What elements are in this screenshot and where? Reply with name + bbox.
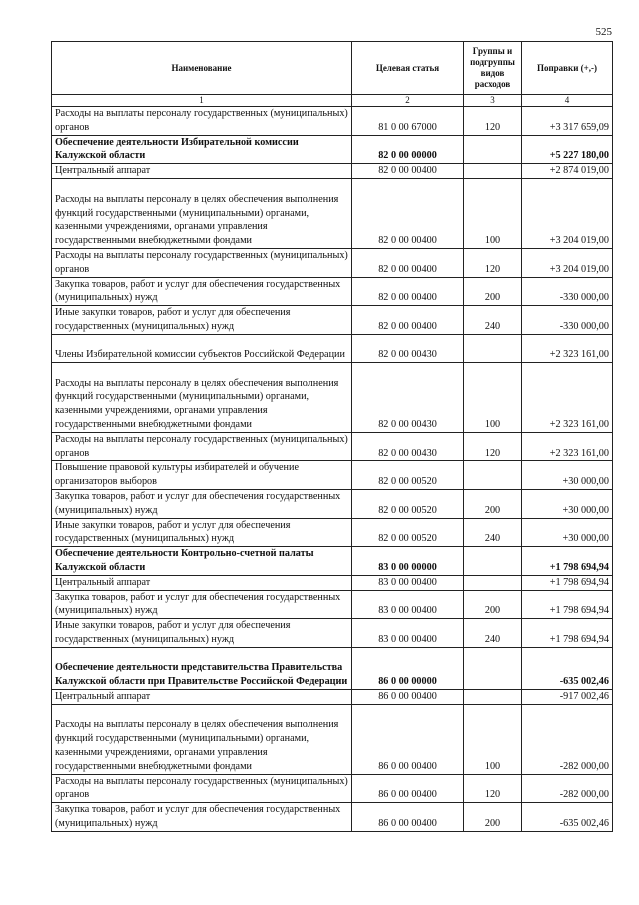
row-code: 83 0 00 00000 <box>352 547 464 576</box>
header-code: Целевая статья <box>352 42 464 95</box>
table-row <box>52 362 613 432</box>
table-row <box>52 432 613 461</box>
row-amount: -282 000,00 <box>522 774 613 803</box>
table-row <box>52 277 613 306</box>
row-amount: +1 798 694,94 <box>522 547 613 576</box>
table-row <box>52 135 613 164</box>
row-name: Центральный аппарат <box>52 164 352 179</box>
row-code: 82 0 00 00000 <box>352 135 464 164</box>
row-amount: +1 798 694,94 <box>522 575 613 590</box>
budget-table <box>51 41 613 832</box>
table-body <box>52 107 613 832</box>
row-amount: -330 000,00 <box>522 306 613 335</box>
row-amount: +30 000,00 <box>522 518 613 547</box>
row-code: 83 0 00 00400 <box>352 575 464 590</box>
table-header <box>52 42 613 107</box>
row-amount: +2 874 019,00 <box>522 164 613 179</box>
row-name: Расходы на выплаты персоналу государственных (муниципальных) органов <box>52 432 352 461</box>
row-name: Иные закупки товаров, работ и услуг для обеспечения государственных (муниципальных) нужд <box>52 518 352 547</box>
column-number: 3 <box>464 95 522 107</box>
row-amount: +2 323 161,00 <box>522 432 613 461</box>
row-name: Расходы на выплаты персоналу в целях обеспечения выполнения функций государственными (муниципальными) органами, казенными учреждениями, органами управления государственными внебюджетными фондами <box>52 704 352 774</box>
row-group: 100 <box>464 362 522 432</box>
row-name: Обеспечение деятельности Избирательной комиссии Калужской области <box>52 135 352 164</box>
row-code: 86 0 00 00400 <box>352 774 464 803</box>
row-code: 82 0 00 00520 <box>352 518 464 547</box>
row-group: 200 <box>464 489 522 518</box>
table-row <box>52 619 613 648</box>
row-name: Расходы на выплаты персоналу государственных (муниципальных) органов <box>52 107 352 136</box>
header-name: Наименование <box>52 42 352 95</box>
column-number-row <box>52 95 613 107</box>
row-group: 240 <box>464 518 522 547</box>
row-amount: -282 000,00 <box>522 704 613 774</box>
page-number: 525 <box>595 26 612 38</box>
row-group: 200 <box>464 590 522 619</box>
row-amount: +2 323 161,00 <box>522 334 613 362</box>
row-name: Обеспечение деятельности Контрольно-счетной палаты Калужской области <box>52 547 352 576</box>
row-code: 82 0 00 00430 <box>352 362 464 432</box>
table-row <box>52 518 613 547</box>
column-number: 2 <box>352 95 464 107</box>
row-code: 86 0 00 00400 <box>352 689 464 704</box>
row-group <box>464 135 522 164</box>
row-group: 120 <box>464 432 522 461</box>
row-name: Закупка товаров, работ и услуг для обеспечения государственных (муниципальных) нужд <box>52 277 352 306</box>
table-row <box>52 575 613 590</box>
row-name: Расходы на выплаты персоналу в целях обеспечения выполнения функций государственными (муниципальными) органами, казенными учреждениями, органами управления государственными внебюджетными фондами <box>52 362 352 432</box>
row-name: Расходы на выплаты персоналу государственных (муниципальных) органов <box>52 774 352 803</box>
row-code: 81 0 00 67000 <box>352 107 464 136</box>
table-row <box>52 547 613 576</box>
row-group <box>464 575 522 590</box>
row-name: Расходы на выплаты персоналу в целях обеспечения выполнения функций государственными (муниципальными) органами, казенными учреждениями, органами управления государственными внебюджетными фондами <box>52 178 352 248</box>
row-amount: +30 000,00 <box>522 461 613 490</box>
table-row <box>52 590 613 619</box>
table-row <box>52 306 613 335</box>
row-code: 83 0 00 00400 <box>352 590 464 619</box>
row-code: 83 0 00 00400 <box>352 619 464 648</box>
row-name: Закупка товаров, работ и услуг для обеспечения государственных (муниципальных) нужд <box>52 489 352 518</box>
row-group <box>464 689 522 704</box>
table-row <box>52 164 613 179</box>
header-amount: Поправки (+,-) <box>522 42 613 95</box>
row-code: 86 0 00 00000 <box>352 647 464 689</box>
row-code: 86 0 00 00400 <box>352 704 464 774</box>
row-amount: -330 000,00 <box>522 277 613 306</box>
row-group: 100 <box>464 704 522 774</box>
row-code: 86 0 00 00400 <box>352 803 464 832</box>
row-group: 100 <box>464 178 522 248</box>
row-amount: -917 002,46 <box>522 689 613 704</box>
row-code: 82 0 00 00400 <box>352 178 464 248</box>
row-name: Повышение правовой культуры избирателей и обучение организаторов выборов <box>52 461 352 490</box>
row-name: Обеспечение деятельности представительства Правительства Калужской области при Правительстве Российской Федерации <box>52 647 352 689</box>
header-row <box>52 42 613 95</box>
row-name: Закупка товаров, работ и услуг для обеспечения государственных (муниципальных) нужд <box>52 590 352 619</box>
row-code: 82 0 00 00430 <box>352 334 464 362</box>
table-row <box>52 107 613 136</box>
row-code: 82 0 00 00400 <box>352 277 464 306</box>
row-amount: +3 317 659,09 <box>522 107 613 136</box>
row-amount: +5 227 180,00 <box>522 135 613 164</box>
row-group: 240 <box>464 619 522 648</box>
row-name: Центральный аппарат <box>52 689 352 704</box>
row-group: 240 <box>464 306 522 335</box>
row-name: Закупка товаров, работ и услуг для обеспечения государственных (муниципальных) нужд <box>52 803 352 832</box>
row-amount: +30 000,00 <box>522 489 613 518</box>
column-number: 4 <box>522 95 613 107</box>
table-row <box>52 334 613 362</box>
row-amount: +1 798 694,94 <box>522 590 613 619</box>
row-amount: -635 002,46 <box>522 647 613 689</box>
header-group: Группы и подгруппы видов расходов <box>464 42 522 95</box>
row-code: 82 0 00 00520 <box>352 489 464 518</box>
row-group <box>464 461 522 490</box>
row-name: Расходы на выплаты персоналу государственных (муниципальных) органов <box>52 248 352 277</box>
row-amount: +3 204 019,00 <box>522 178 613 248</box>
row-group <box>464 547 522 576</box>
row-amount: +1 798 694,94 <box>522 619 613 648</box>
row-code: 82 0 00 00400 <box>352 248 464 277</box>
table-row <box>52 647 613 689</box>
column-number: 1 <box>52 95 352 107</box>
table-row <box>52 178 613 248</box>
row-name: Члены Избирательной комиссии субъектов Российской Федерации <box>52 334 352 362</box>
table-row <box>52 489 613 518</box>
row-group: 120 <box>464 774 522 803</box>
row-group <box>464 334 522 362</box>
table-row <box>52 803 613 832</box>
row-code: 82 0 00 00400 <box>352 164 464 179</box>
row-amount: +3 204 019,00 <box>522 248 613 277</box>
row-group: 120 <box>464 248 522 277</box>
row-name: Иные закупки товаров, работ и услуг для обеспечения государственных (муниципальных) нужд <box>52 619 352 648</box>
table-row <box>52 689 613 704</box>
row-group: 200 <box>464 803 522 832</box>
row-amount: -635 002,46 <box>522 803 613 832</box>
row-amount: +2 323 161,00 <box>522 362 613 432</box>
row-name: Центральный аппарат <box>52 575 352 590</box>
table-row <box>52 704 613 774</box>
row-group <box>464 647 522 689</box>
table-row <box>52 248 613 277</box>
row-name: Иные закупки товаров, работ и услуг для обеспечения государственных (муниципальных) нужд <box>52 306 352 335</box>
row-group <box>464 164 522 179</box>
row-group: 200 <box>464 277 522 306</box>
row-code: 82 0 00 00430 <box>352 432 464 461</box>
table-row <box>52 461 613 490</box>
row-group: 120 <box>464 107 522 136</box>
row-code: 82 0 00 00400 <box>352 306 464 335</box>
table-row <box>52 774 613 803</box>
row-code: 82 0 00 00520 <box>352 461 464 490</box>
